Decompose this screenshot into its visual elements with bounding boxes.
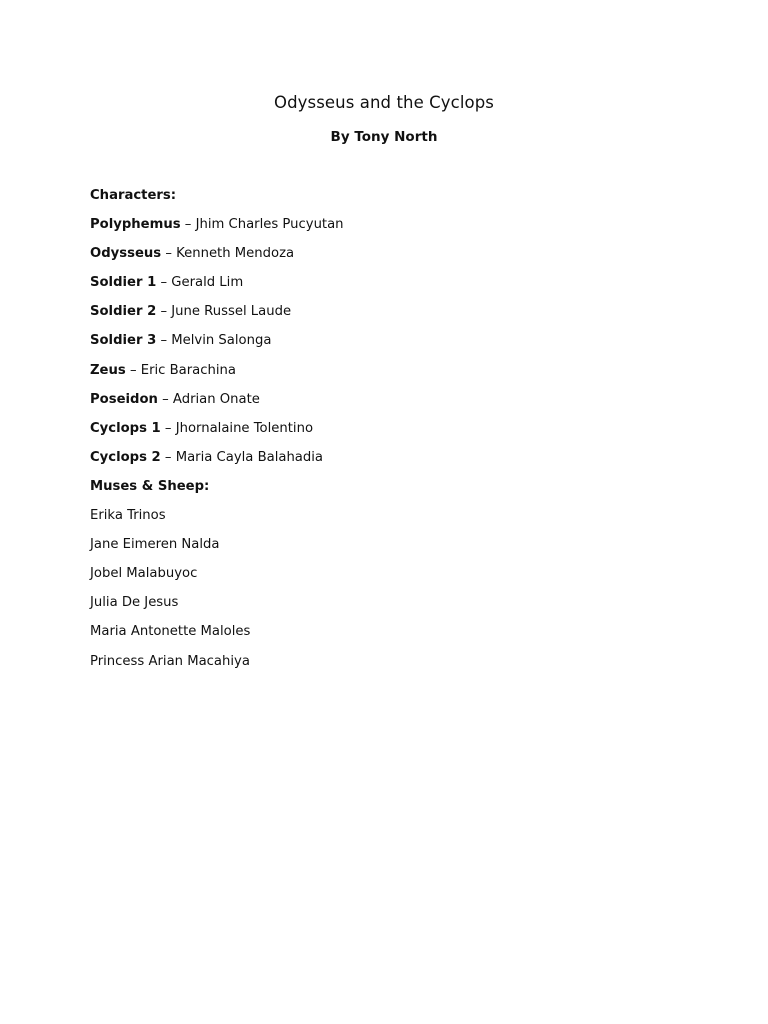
cast-actor: Kenneth Mendoza <box>176 246 295 262</box>
cast-role: Polyphemus <box>90 217 181 233</box>
cast-entry <box>90 216 690 245</box>
cast-list <box>90 187 690 682</box>
cast-actor: Jhim Charles Pucyutan <box>195 217 344 233</box>
cast-actor: Melvin Salonga <box>171 333 272 349</box>
cast-entry <box>90 391 690 420</box>
cast-actor: Adrian Onate <box>172 391 260 407</box>
cast-entry <box>90 245 690 274</box>
cast-separator: – <box>157 391 173 407</box>
cast-actor: Jhornalaine Tolentino <box>175 420 314 436</box>
cast-separator: – <box>125 362 141 378</box>
muse-entry: Maria Antonette Maloles <box>90 624 251 640</box>
cast-separator: – <box>160 449 176 465</box>
cast-separator: – <box>160 420 176 436</box>
cast-entry <box>90 449 690 478</box>
muse-entry: Erika Trinos <box>90 508 166 524</box>
cast-role: Soldier 3 <box>90 333 157 349</box>
cast-role: Cyclops 2 <box>90 449 161 465</box>
cast-role: Odysseus <box>90 246 162 262</box>
cast-separator: – <box>156 275 172 291</box>
muse-entry: Jobel Malabuyoc <box>90 566 198 582</box>
cast-entry <box>90 332 690 361</box>
cast-separator: – <box>156 304 172 320</box>
cast-separator: – <box>161 246 177 262</box>
muse-entry: Jane Eimeren Nalda <box>90 537 220 553</box>
characters-heading: Characters: <box>90 188 177 203</box>
muse-entry: Julia De Jesus <box>90 595 179 611</box>
muses-heading: Muses & Sheep: <box>90 478 210 494</box>
cast-role: Soldier 1 <box>90 275 157 291</box>
cast-entry <box>90 420 690 449</box>
cast-entry <box>90 362 690 391</box>
cast-separator: – <box>180 217 196 233</box>
cast-actor: June Russel Laude <box>171 304 292 320</box>
cast-role: Cyclops 1 <box>90 420 161 436</box>
muse-entry: Princess Arian Macahiya <box>90 653 250 669</box>
document-title: Odysseus and the Cyclops <box>274 93 494 112</box>
cast-actor: Gerald Lim <box>171 275 244 291</box>
cast-separator: – <box>156 333 172 349</box>
cast-role: Soldier 2 <box>90 304 157 320</box>
cast-entry <box>90 303 690 332</box>
cast-actor: Maria Cayla Balahadia <box>175 449 323 465</box>
document-byline: By Tony North <box>330 129 438 145</box>
cast-role: Poseidon <box>90 391 158 407</box>
cast-entry <box>90 274 690 303</box>
cast-actor: Eric Barachina <box>140 362 236 378</box>
cast-role: Zeus <box>90 362 126 378</box>
